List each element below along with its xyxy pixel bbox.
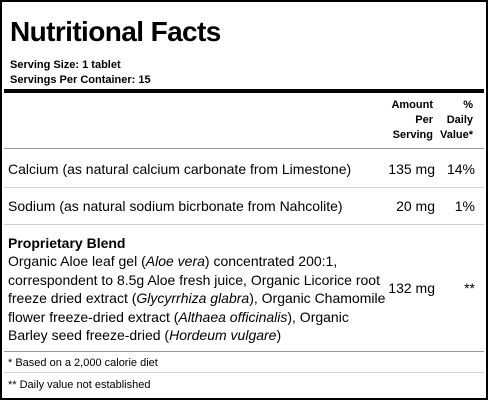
divider xyxy=(4,148,484,149)
amount-per-serving-header xyxy=(363,98,433,143)
nutrient-dv-calcium: 14% xyxy=(446,161,475,177)
amount-header-line: Per xyxy=(415,114,433,126)
proprietary-blend-ingredients: Organic Aloe leaf gel (Aloe vera) concentrated 200:1, correspondent to 8.5g Aloe fresh juice, Organic Licorice root freeze dried extract (Glycyrrhiza glabra), Organic Chamomile flower freeze-dried extract (Althaea officinalis), Organic Barley seed freeze-dried (Hordeum vulgare) xyxy=(8,253,386,343)
daily-value-header xyxy=(433,98,473,143)
nutrient-amount-calcium: 135 mg xyxy=(388,161,435,177)
amount-header-line: Serving xyxy=(392,129,433,141)
dv-header-line: Daily xyxy=(446,114,473,126)
nutrient-amount-sodium: 20 mg xyxy=(396,198,435,214)
nutrient-name-calcium: Calcium (as natural calcium carbonate from Limestone) xyxy=(8,161,352,177)
divider xyxy=(4,187,484,188)
servings-per-container: Servings Per Container: 15 xyxy=(10,74,151,86)
footnote-calorie-diet: * Based on a 2,000 calorie diet xyxy=(8,357,158,369)
panel-title: Nutritional Facts xyxy=(10,16,221,47)
nutrient-name-sodium: Sodium (as natural sodium bicrbonate from Nahcolite) xyxy=(8,198,343,214)
divider xyxy=(4,351,484,352)
dv-header-line: % xyxy=(463,99,473,111)
nutrient-dv-sodium: 1% xyxy=(454,198,475,214)
amount-header-line: Amount xyxy=(391,99,433,111)
footnote-daily-value: ** Daily value not established xyxy=(8,379,151,391)
dv-header-line: Value* xyxy=(439,129,473,141)
serving-size: Serving Size: 1 tablet xyxy=(10,59,121,71)
thick-divider xyxy=(4,89,484,93)
proprietary-blend-dv: ** xyxy=(464,280,475,296)
divider xyxy=(4,224,484,225)
proprietary-blend-amount: 132 mg xyxy=(388,280,435,296)
divider xyxy=(4,372,484,373)
proprietary-blend-title: Proprietary Blend xyxy=(8,235,126,251)
